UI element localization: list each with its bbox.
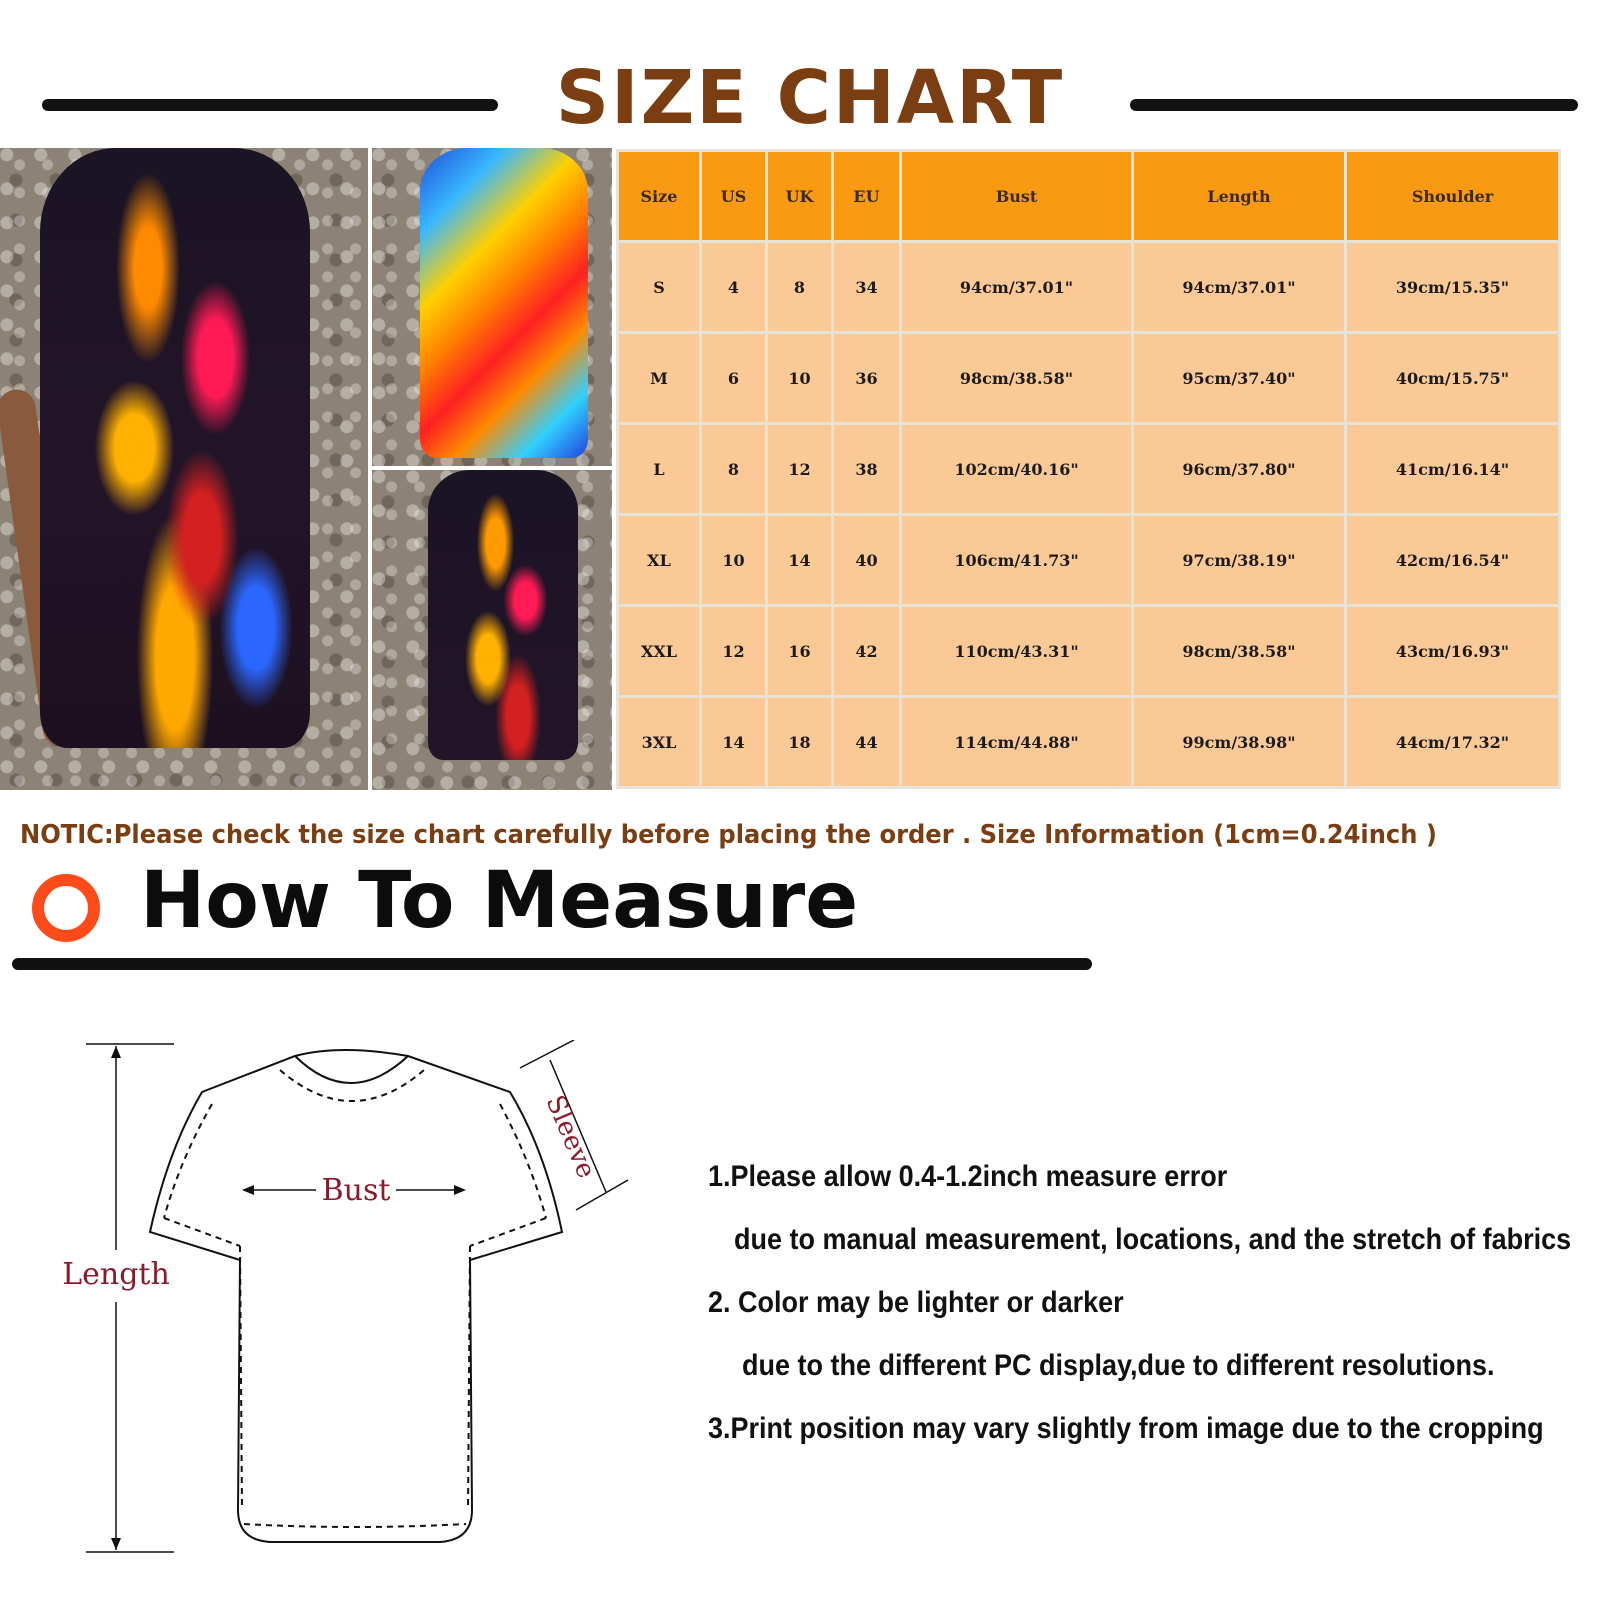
bust-label: Bust [321, 1173, 391, 1208]
bullet-ring-icon [32, 874, 100, 942]
table-cell: 6 [702, 334, 765, 422]
table-cell: 97cm/38.19" [1134, 516, 1344, 604]
table-cell: 16 [768, 607, 831, 695]
column-header: US [702, 152, 765, 240]
note-line: 2. Color may be lighter or darker [708, 1286, 1124, 1319]
table-cell: 3XL [619, 698, 699, 786]
table-cell: 43cm/16.93" [1347, 607, 1558, 695]
table-cell: 40cm/15.75" [1347, 334, 1558, 422]
table-cell: 4 [702, 243, 765, 331]
sleeve-label: Sleeve [539, 1091, 602, 1183]
header-rule-left [42, 99, 498, 111]
product-photos [0, 148, 612, 790]
product-photo-rainbow [372, 148, 612, 466]
table-row [619, 243, 1558, 331]
column-header: Shoulder [1347, 152, 1558, 240]
note-line: due to manual measurement, locations, and the stretch of fabrics [734, 1223, 1572, 1256]
table-cell: 8 [702, 425, 765, 513]
table-cell: 98cm/38.58" [902, 334, 1131, 422]
header-rule-right [1130, 99, 1578, 111]
table-cell: 94cm/37.01" [902, 243, 1131, 331]
table-cell: S [619, 243, 699, 331]
column-header: UK [768, 152, 831, 240]
table-cell: 41cm/16.14" [1347, 425, 1558, 513]
table-cell: 110cm/43.31" [902, 607, 1131, 695]
table-cell: 8 [768, 243, 831, 331]
table-row [619, 425, 1558, 513]
note-line: due to the different PC display,due to different resolutions. [742, 1349, 1495, 1382]
table-cell: 10 [702, 516, 765, 604]
table-cell: XXL [619, 607, 699, 695]
column-header: Length [1134, 152, 1344, 240]
table-cell: 94cm/37.01" [1134, 243, 1344, 331]
length-label: Length [62, 1257, 170, 1292]
table-cell: XL [619, 516, 699, 604]
table-cell: M [619, 334, 699, 422]
table-cell: L [619, 425, 699, 513]
table-cell: 14 [768, 516, 831, 604]
table-cell: 44cm/17.32" [1347, 698, 1558, 786]
table-row [619, 607, 1558, 695]
table-cell: 12 [702, 607, 765, 695]
table-cell: 34 [834, 243, 899, 331]
table-cell: 40 [834, 516, 899, 604]
table-cell: 42 [834, 607, 899, 695]
table-cell: 44 [834, 698, 899, 786]
table-row [619, 698, 1558, 786]
table-cell: 36 [834, 334, 899, 422]
table-cell: 106cm/41.73" [902, 516, 1131, 604]
table-cell: 99cm/38.98" [1134, 698, 1344, 786]
measure-rule [12, 958, 1092, 970]
tshirt-diagram [40, 1040, 660, 1560]
column-header: Bust [902, 152, 1131, 240]
table-cell: 98cm/38.58" [1134, 607, 1344, 695]
table-header-row [619, 152, 1558, 240]
table-cell: 95cm/37.40" [1134, 334, 1344, 422]
measure-title: How To Measure [140, 856, 859, 946]
column-header: Size [619, 152, 699, 240]
product-photo-dark [372, 470, 612, 790]
note-line: 3.Print position may vary slightly from image due to the cropping [708, 1412, 1544, 1445]
table-cell: 42cm/16.54" [1347, 516, 1558, 604]
note-line: 1.Please allow 0.4-1.2inch measure error [708, 1160, 1228, 1193]
product-photo-main [0, 148, 368, 790]
size-chart-table [616, 149, 1561, 789]
size-notice: NOTIC:Please check the size chart carefully before placing the order . Size Information (1cm=0.24inch ) [20, 820, 1437, 850]
table-cell: 102cm/40.16" [902, 425, 1131, 513]
table-row [619, 516, 1558, 604]
table-cell: 18 [768, 698, 831, 786]
table-cell: 39cm/15.35" [1347, 243, 1558, 331]
table-cell: 38 [834, 425, 899, 513]
table-cell: 114cm/44.88" [902, 698, 1131, 786]
table-row [619, 334, 1558, 422]
table-cell: 96cm/37.80" [1134, 425, 1344, 513]
table-cell: 14 [702, 698, 765, 786]
table-cell: 10 [768, 334, 831, 422]
page-title: SIZE CHART [555, 55, 1065, 141]
column-header: EU [834, 152, 899, 240]
table-cell: 12 [768, 425, 831, 513]
